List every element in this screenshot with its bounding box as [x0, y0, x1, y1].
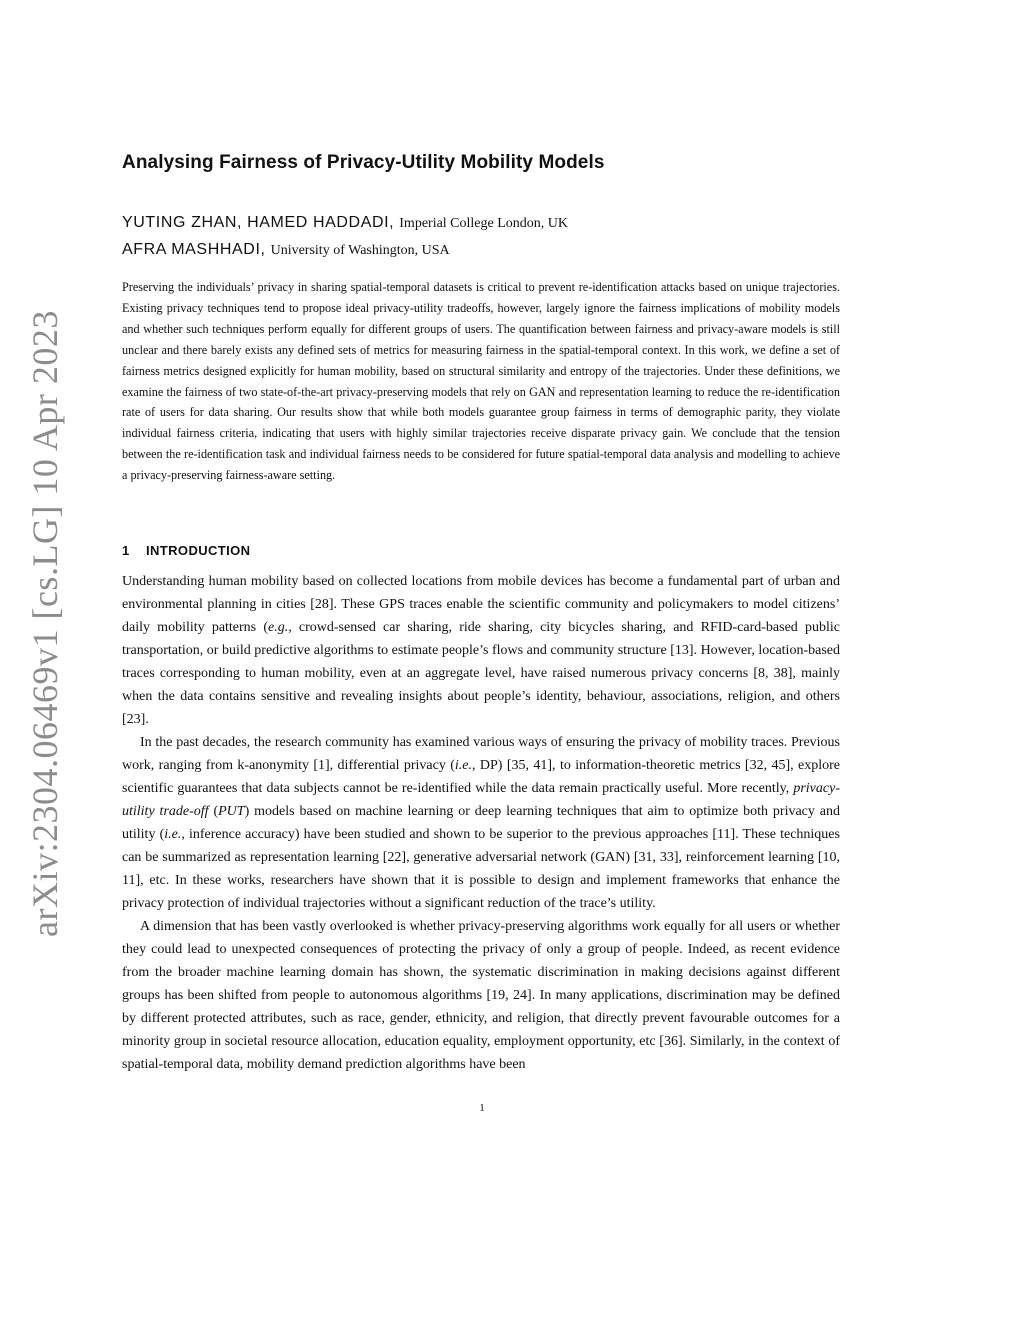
paragraph: In the past decades, the research community has examined various ways of ensuring the privacy of mobility traces. Previous work, ranging from k-anonymity [1], differential privacy (i.e., DP) [35, 41], to information-theoretic metrics [32, 45], explore scientific guarantees that data subjects cannot be re-identified while the data remain practically useful. More recently, privacy-utility trade-off (PUT) models based on machine learning or deep learning techniques that aim to optimize both privacy and utility (i.e., inference accuracy) have been studied and shown to be superior to the previous approaches [11]. These techniques can be summarized as representation learning [22], generative adversarial network (GAN) [31, 33], reinforcement learning [10, 11], etc. In these works, researchers have shown that it is possible to design and implement frameworks that enhance the privacy protection of individual trajectories without a significant reduction of the trace’s utility. [122, 735, 841, 911]
author-affiliation: University of Washington, USA [270, 243, 450, 258]
section-title: INTRODUCTION [146, 543, 251, 558]
paper-title: Analysing Fairness of Privacy-Utility Mobility Models [122, 152, 605, 173]
author-line-2 [122, 241, 842, 259]
paragraph: A dimension that has been vastly overlooked is whether privacy-preserving algorithms work equally for all users or whether they could lead to unexpected consequences of protecting the privacy of only a group of people. Indeed, as recent evidence from the broader machine learning domain has shown, the systematic discrimination in making decisions against different groups has been shifted from people to autonomous algorithms [19, 24]. In many applications, discrimination may be defined by different protected attributes, such as race, gender, ethnicity, and religion, that directly prevent favourable outcomes for a minority group in societal resource allocation, education equality, employment opportunity, etc [36]. Similarly, in the context of spatial-temporal data, mobility demand prediction algorithms have been [122, 919, 840, 1072]
paragraph: Understanding human mobility based on collected locations from mobile devices has become a fundamental part of urban and environmental planning in cities [28]. These GPS traces enable the scientific community and policymakers to model citizens’ daily mobility patterns (e.g., crowd-sensed car sharing, ride sharing, city bicycles sharing, and RFID-card-based public transportation, or build predictive algorithms to estimate people’s flows and community structure [13]. However, location-based traces corresponding to human mobility, even at an aggregate level, have raised numerous privacy concerns [8, 38], mainly when the data contains sensitive and revealing insights about people’s identity, behaviour, associations, religion, and others [23]. [122, 574, 840, 727]
section-heading-introduction [122, 543, 250, 558]
author-names: YUTING ZHAN, HAMED HADDADI, [122, 214, 395, 231]
introduction-body [122, 570, 840, 1076]
author-affiliation: Imperial College London, UK [399, 216, 569, 231]
page-number: 1 [479, 1102, 485, 1114]
abstract: Preserving the individuals’ privacy in sharing spatial-temporal datasets is critical to prevent re-identification attacks based on unique trajectories. Existing privacy techniques tend to propose ideal privacy-utility tradeoffs, however, largely ignore the fairness implications of mobility models and whether such techniques perform equally for different groups of users. The quantification between fairness and privacy-aware models is still unclear and there barely exists any defined sets of metrics for measuring fairness in the spatial-temporal context. In this work, we define a set of fairness metrics designed explicitly for human mobility, based on structural similarity and entropy of the trajectories. Under these definitions, we examine the fairness of two state-of-the-art privacy-preserving models that rely on GAN and representation learning to reduce the re-identification rate of users for data sharing. Our results show that while both models guarantee group fairness in terms of demographic parity, they violate individual fairness criteria, indicating that users with highly similar trajectories receive disparate privacy gain. We conclude that the tension between the re-identification task and individual fairness needs to be considered for future spatial-temporal data analysis and modelling to achieve a privacy-preserving fairness-aware setting. [122, 280, 840, 483]
author-line-1 [122, 214, 842, 232]
arxiv-identifier-stamp: arXiv:2304.06469v1 [cs.LG] 10 Apr 2023 [25, 310, 65, 937]
section-number: 1 [122, 543, 130, 558]
author-names: AFRA MASHHADI, [122, 241, 266, 258]
